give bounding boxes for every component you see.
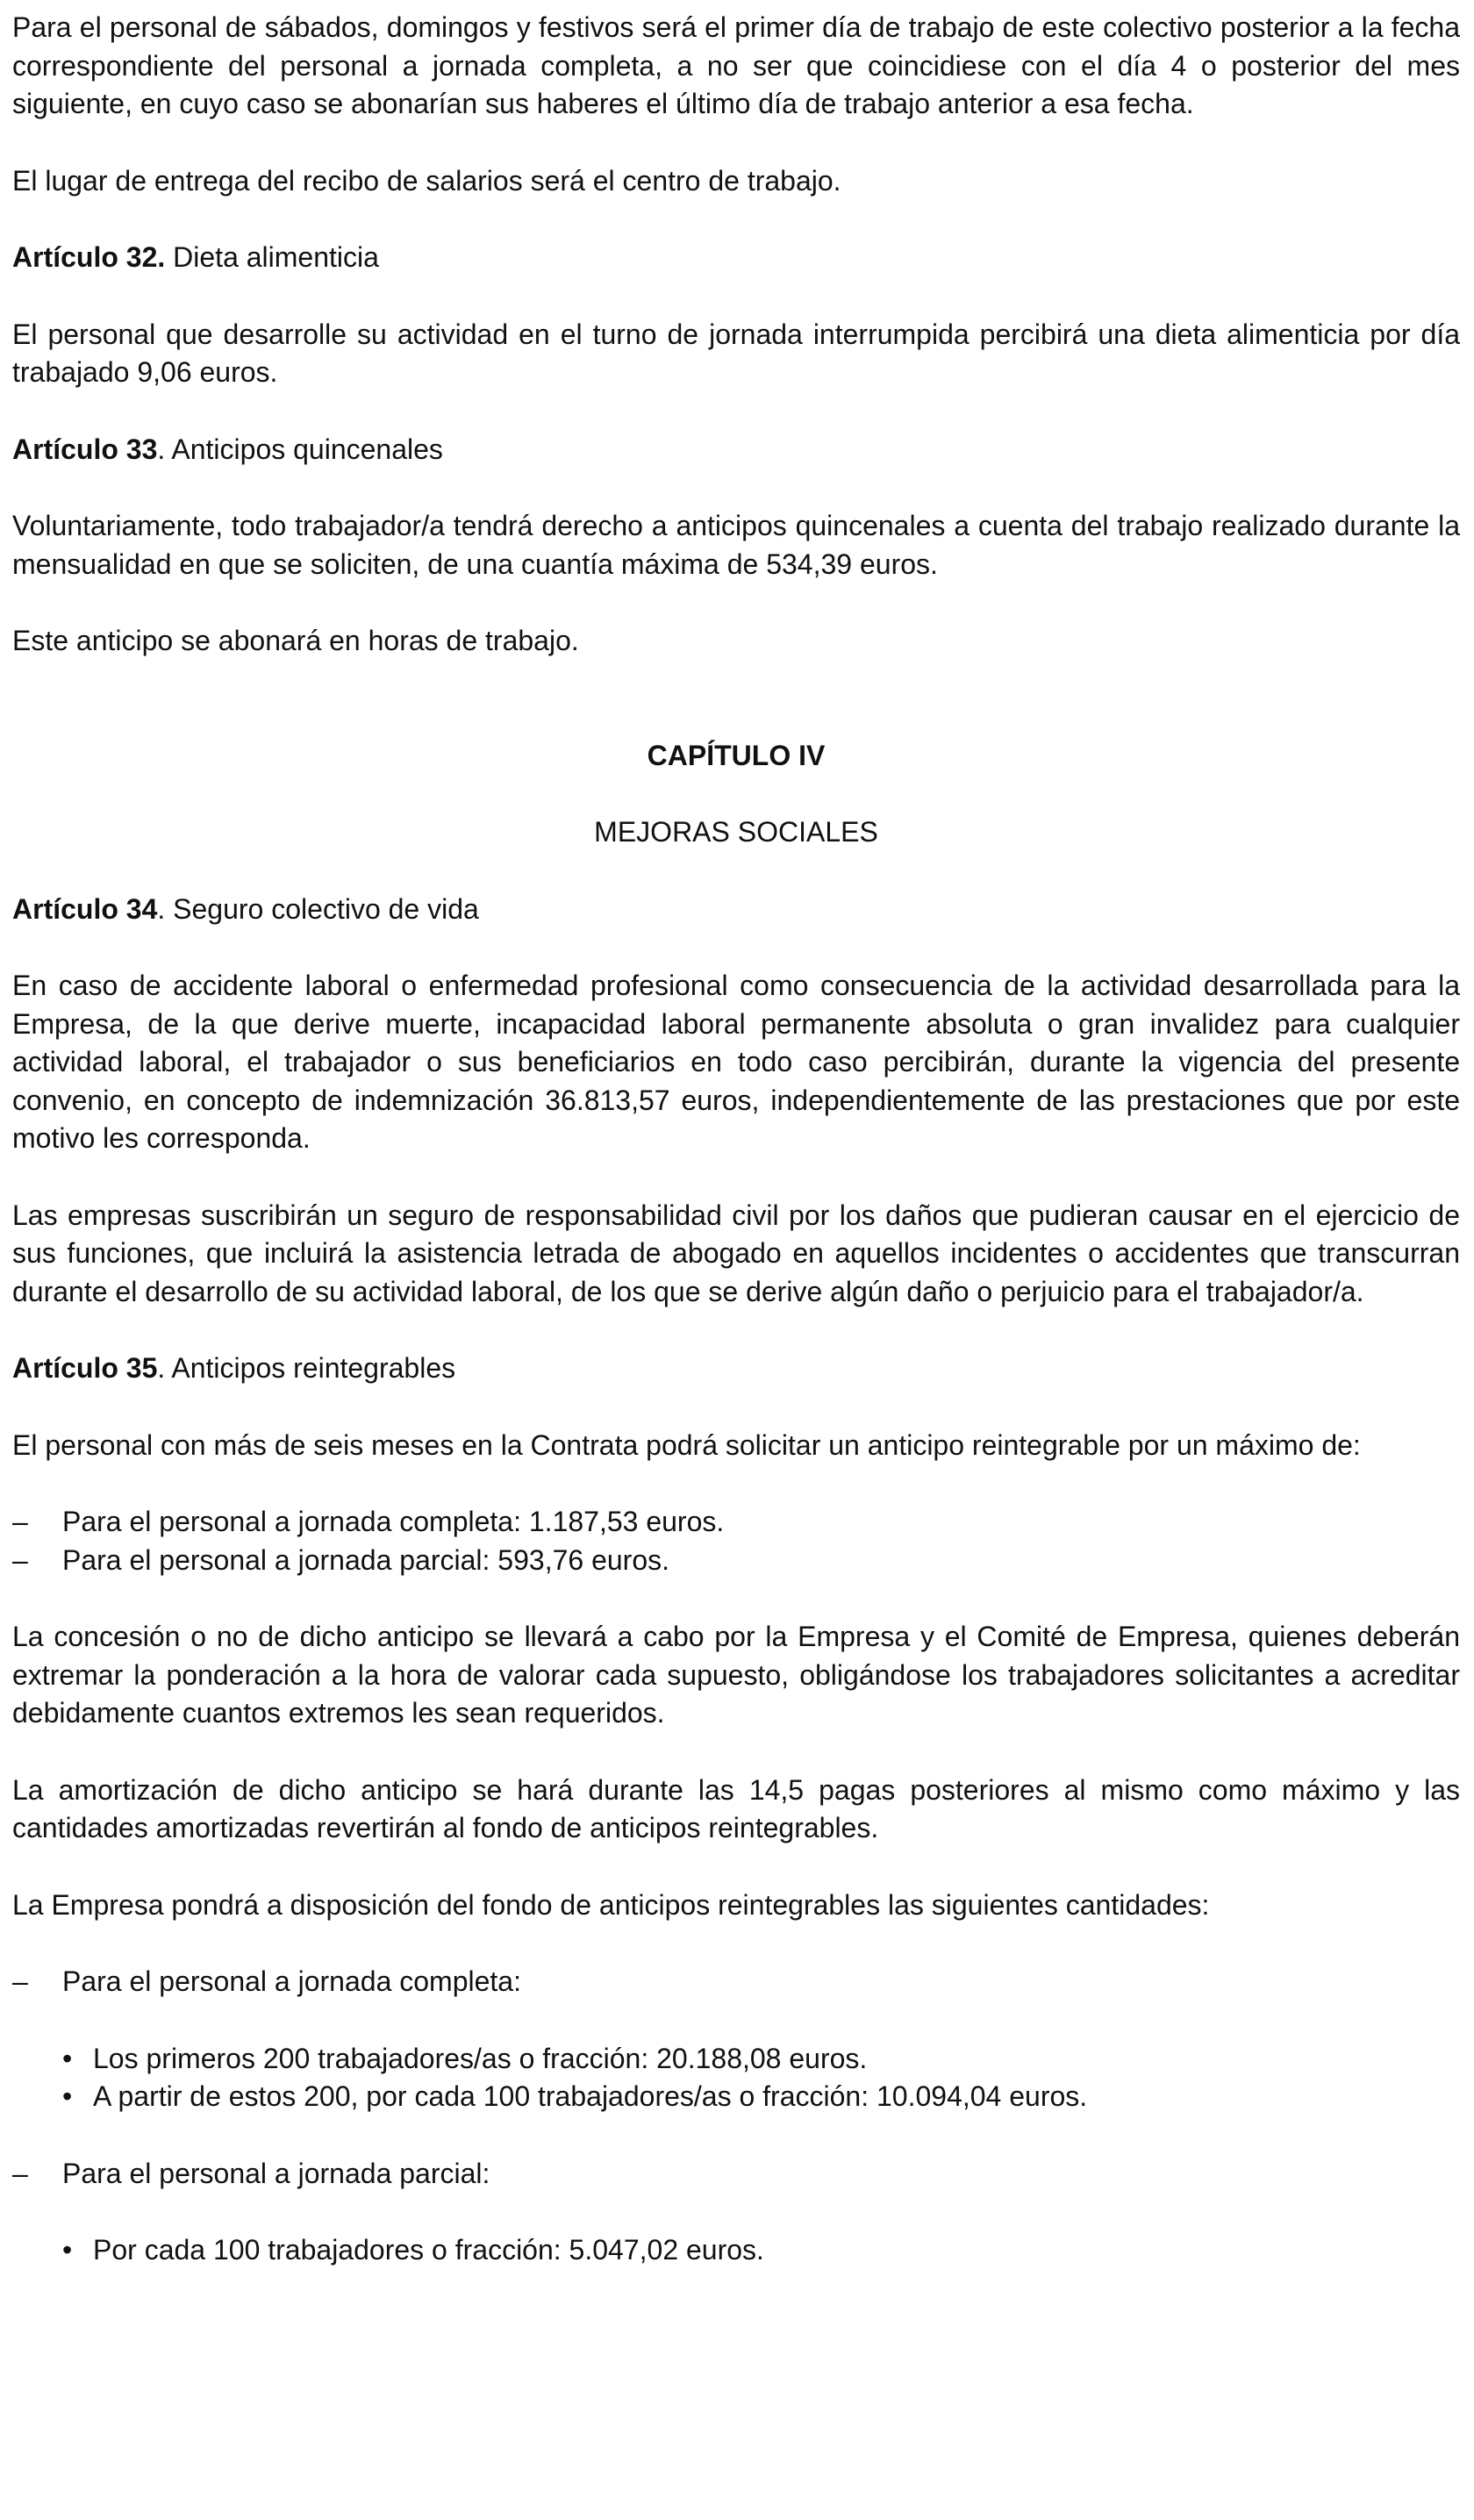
article-33-heading [12, 431, 1460, 469]
list-item [12, 2231, 1460, 2270]
dash-mark: – [12, 1506, 28, 1537]
fund-group-part-time [12, 2155, 1460, 2194]
fund-group-label: Para el personal a jornada completa: [62, 1965, 521, 1997]
article-35-title: . Anticipos reintegrables [157, 1352, 456, 1384]
article-32-label: Artículo 32. [12, 241, 166, 273]
article-33-title: . Anticipos quincenales [157, 433, 443, 465]
fund-part-time-list [12, 2231, 1460, 2270]
advance-maximum-list [12, 1503, 1460, 1579]
chapter-title: CAPÍTULO IV [647, 739, 826, 771]
list-item-text: Por cada 100 trabajadores o fracción: 5.047,02 euros. [93, 2234, 764, 2266]
article-33-label: Artículo 33 [12, 433, 158, 465]
list-item [12, 1503, 1460, 1542]
list-item [12, 1542, 1460, 1580]
list-item-text: Para el personal a jornada parcial: 593,76 euros. [62, 1543, 669, 1576]
article-34-paragraph-2: Las empresas suscribirán un seguro de responsabilidad civil por los daños que pudieran causar en el ejercicio de sus funciones, que incluirá la asistencia letrada de abogado en aquellos incidentes o accidentes que transcurran durante el desarrollo de su actividad laboral, de los que se derive algún daño o perjuicio para el trabajador/a. [12, 1199, 1460, 1307]
document-page [12, 0, 1460, 2309]
list-item [12, 2040, 1460, 2079]
article-35-paragraph-4: La Empresa pondrá a disposición del fondo de anticipos reintegrables las siguientes cantidades: [12, 1888, 1210, 1921]
fund-group-full-time [12, 1963, 1460, 2001]
list-item-text: A partir de estos 200, por cada 100 trabajadores/as o fracción: 10.094,04 euros. [93, 2080, 1088, 2112]
article-35-paragraph-1: El personal con más de seis meses en la Contrata podrá solicitar un anticipo reintegrable por un máximo de: [12, 1428, 1361, 1461]
article-34-paragraph-1: En caso de accidente laboral o enfermedad profesional como consecuencia de la actividad desarrollada para la Empresa, de la que derive muerte, incapacidad laboral permanente absoluta o gran invalidez para cualquier actividad laboral, el trabajador o sus beneficiarios en todo caso percibirán, durante la vigencia del presente convenio, en concepto de indemnización 36.813,57 euros, independientemente de las prestaciones que por este motivo les corresponda. [12, 970, 1460, 1154]
article-33-paragraph-1: Voluntariamente, todo trabajador/a tendrá derecho a anticipos quincenales a cuenta del trabajo realizado durante la mensualidad en que se soliciten, de una cuantía máxima de 534,39 euros. [12, 510, 1460, 580]
article-35-paragraph-3: La amortización de dicho anticipo se hará durante las 14,5 pagas posteriores al mismo como máximo y las cantidades amortizadas revertirán al fondo de anticipos reintegrables. [12, 1773, 1460, 1843]
paragraph-pay-date-weekend: Para el personal de sábados, domingos y festivos será el primer día de trabajo de este colectivo posterior a la fecha correspondiente del personal a jornada completa, a no ser que coincidiese con el día 4 o posterior del mes siguiente, en cuyo caso se abonarían sus haberes el último día de trabajo anterior a esa fecha. [12, 11, 1460, 119]
list-item-text: Para el personal a jornada completa: 1.187,53 euros. [62, 1506, 725, 1537]
bullet-mark: • [62, 2080, 73, 2112]
paragraph-salary-receipt: El lugar de entrega del recibo de salarios será el centro de trabajo. [12, 164, 841, 197]
article-35-paragraph-2: La concesión o no de dicho anticipo se llevará a cabo por la Empresa y el Comité de Empresa, quienes deberán extremar la ponderación a la hora de valorar cada supuesto, obligándose los trabajadores solicitantes a acreditar debidamente cuantos extremos les sean requeridos. [12, 1621, 1460, 1729]
dash-mark: – [12, 2157, 28, 2189]
article-35-heading [12, 1349, 1460, 1388]
article-34-title: . Seguro colectivo de vida [157, 892, 479, 925]
bullet-mark: • [62, 2042, 73, 2074]
article-32-title: Dieta alimenticia [165, 241, 379, 273]
fund-group-label: Para el personal a jornada parcial: [62, 2157, 490, 2189]
chapter-subtitle: MEJORAS SOCIALES [594, 816, 878, 848]
bullet-mark: • [62, 2234, 73, 2266]
article-32-paragraph: El personal que desarrolle su actividad en el turno de jornada interrumpida percibirá una dieta alimenticia por día trabajado 9,06 euros. [12, 318, 1460, 388]
list-item-text: Los primeros 200 trabajadores/as o fracción: 20.188,08 euros. [93, 2042, 868, 2074]
article-34-heading [12, 891, 1460, 929]
article-32-heading [12, 239, 1460, 277]
article-34-label: Artículo 34 [12, 892, 158, 925]
fund-full-time-list [12, 2040, 1460, 2116]
dash-mark: – [12, 1965, 28, 1997]
dash-mark: – [12, 1543, 28, 1576]
article-33-paragraph-2: Este anticipo se abonará en horas de trabajo. [12, 625, 579, 656]
list-item [12, 2078, 1460, 2116]
article-35-label: Artículo 35 [12, 1352, 158, 1384]
